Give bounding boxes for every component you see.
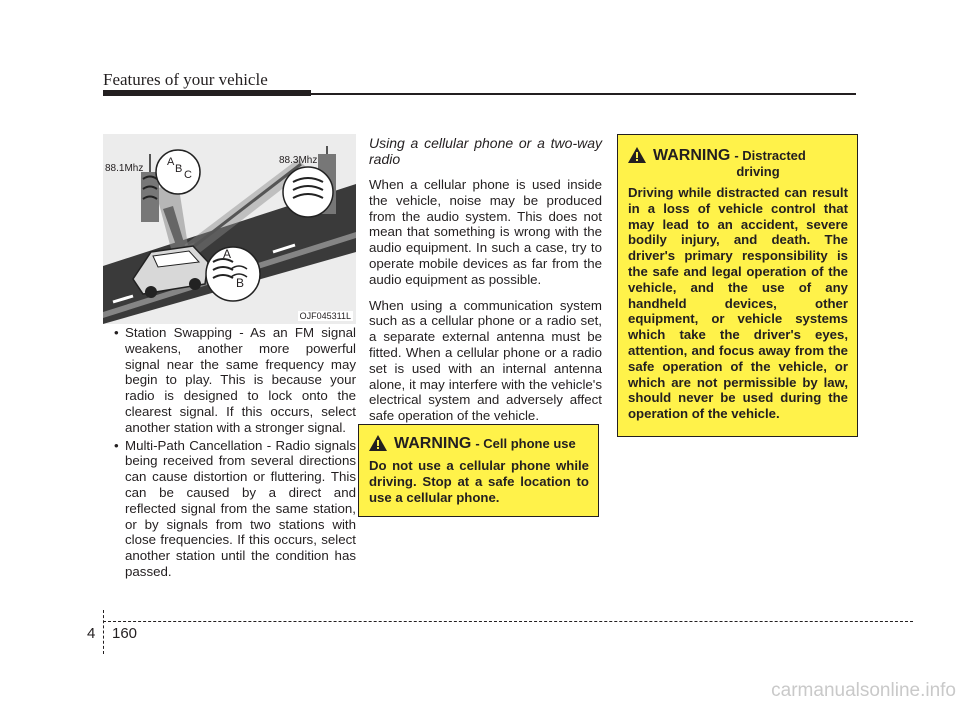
signal-bubble-bottom bbox=[206, 247, 260, 301]
warning-box-distracted-driving bbox=[617, 134, 858, 437]
page-number: 160 bbox=[112, 625, 138, 642]
warning-word: WARNING bbox=[653, 147, 731, 164]
chapter-number: 4 bbox=[87, 625, 96, 642]
bullet-text: Station Swapping - As an FM signal weakens, another more powerful signal near the same frequency may begin to play. This is because your radio is designed to lock onto the clearest signal. If this occurs, select another station with a stronger signal. bbox=[125, 325, 356, 435]
bullet-text: Multi-Path Cancellation - Radio signals being received from several directions can cause distortion or fluttering. This can be caused by a direct and reflected signal from the same station, or by signals from two stations with close frequencies. If this occurs, select another station until the condition has passed. bbox=[125, 437, 356, 579]
footer-rule bbox=[103, 621, 913, 622]
warning-header bbox=[369, 435, 589, 452]
paragraph-noise: When a cellular phone is used inside the vehicle, noise may be produced from the audio system. This does not mean that something is wrong with the audio equipment. In such a case, try to operate mobile devices as far from the audio equipment as possible. bbox=[369, 177, 602, 287]
bullet-station-swapping bbox=[103, 325, 356, 436]
header-rule-thin bbox=[103, 93, 856, 95]
bubble-letter-b-bottom: B bbox=[236, 276, 245, 290]
watermark-text: carmanualsonline.info bbox=[771, 680, 956, 701]
signal-bubble-right bbox=[283, 167, 333, 217]
paragraph-antenna: When using a communication system such as a cellular phone or a radio set, a separate external antenna must be fitted. When a cellular phone or a radio set is used with an internal antenna alone, it may interfere with the vehicle's electrical system and adversely affect safe operation of the vehicle. bbox=[369, 297, 602, 424]
warning-subtitle: - Distracted bbox=[734, 148, 806, 163]
illustration-code: OJF045311L bbox=[299, 311, 351, 321]
bullet-marker: • bbox=[114, 325, 119, 340]
warning-triangle-icon bbox=[369, 435, 387, 451]
bullet-multipath-cancellation bbox=[103, 438, 356, 580]
warning-word: WARNING bbox=[394, 435, 472, 452]
column1-bullet-list bbox=[103, 325, 356, 582]
bullet-marker: • bbox=[114, 437, 119, 453]
frequency-label-right: 88.3Mhz bbox=[279, 155, 318, 166]
radio-signal-illustration bbox=[103, 134, 356, 324]
warning-subtitle: - Cell phone use bbox=[475, 436, 576, 451]
warning-triangle-icon bbox=[628, 147, 646, 163]
warning-header bbox=[628, 147, 848, 164]
bubble-letter-b-top: B bbox=[175, 163, 183, 175]
warning-box-cell-phone bbox=[358, 424, 599, 517]
warning-body: Driving while distracted can result in a loss of vehicle control that may lead to an accident, severe bodily injury, and death. The driver's primary responsibility is the safe and legal operation of the vehicle, and the use of any handheld devices, other equipment, or vehicle systems which take the driver's eyes, attention, and focus away from the safe operation of the vehicle, or which are not permissible by law, should never be used during the operation of the vehicle. bbox=[628, 185, 848, 422]
bubble-letter-a-top: A bbox=[167, 156, 175, 168]
column2-text bbox=[369, 135, 602, 434]
bubble-letter-a-bottom: A bbox=[223, 247, 232, 261]
page-header-title: Features of your vehicle bbox=[103, 70, 268, 89]
bubble-letter-c-top: C bbox=[184, 169, 192, 181]
warning-body: Do not use a cellular phone while driving. Stop at a safe location to use a cellular phone. bbox=[369, 458, 589, 505]
section-heading: Using a cellular phone or a two-way radio bbox=[369, 135, 602, 167]
warning-subtitle-continued: driving bbox=[736, 164, 780, 179]
frequency-label-left: 88.1Mhz bbox=[105, 163, 144, 174]
footer-divider bbox=[103, 610, 104, 654]
